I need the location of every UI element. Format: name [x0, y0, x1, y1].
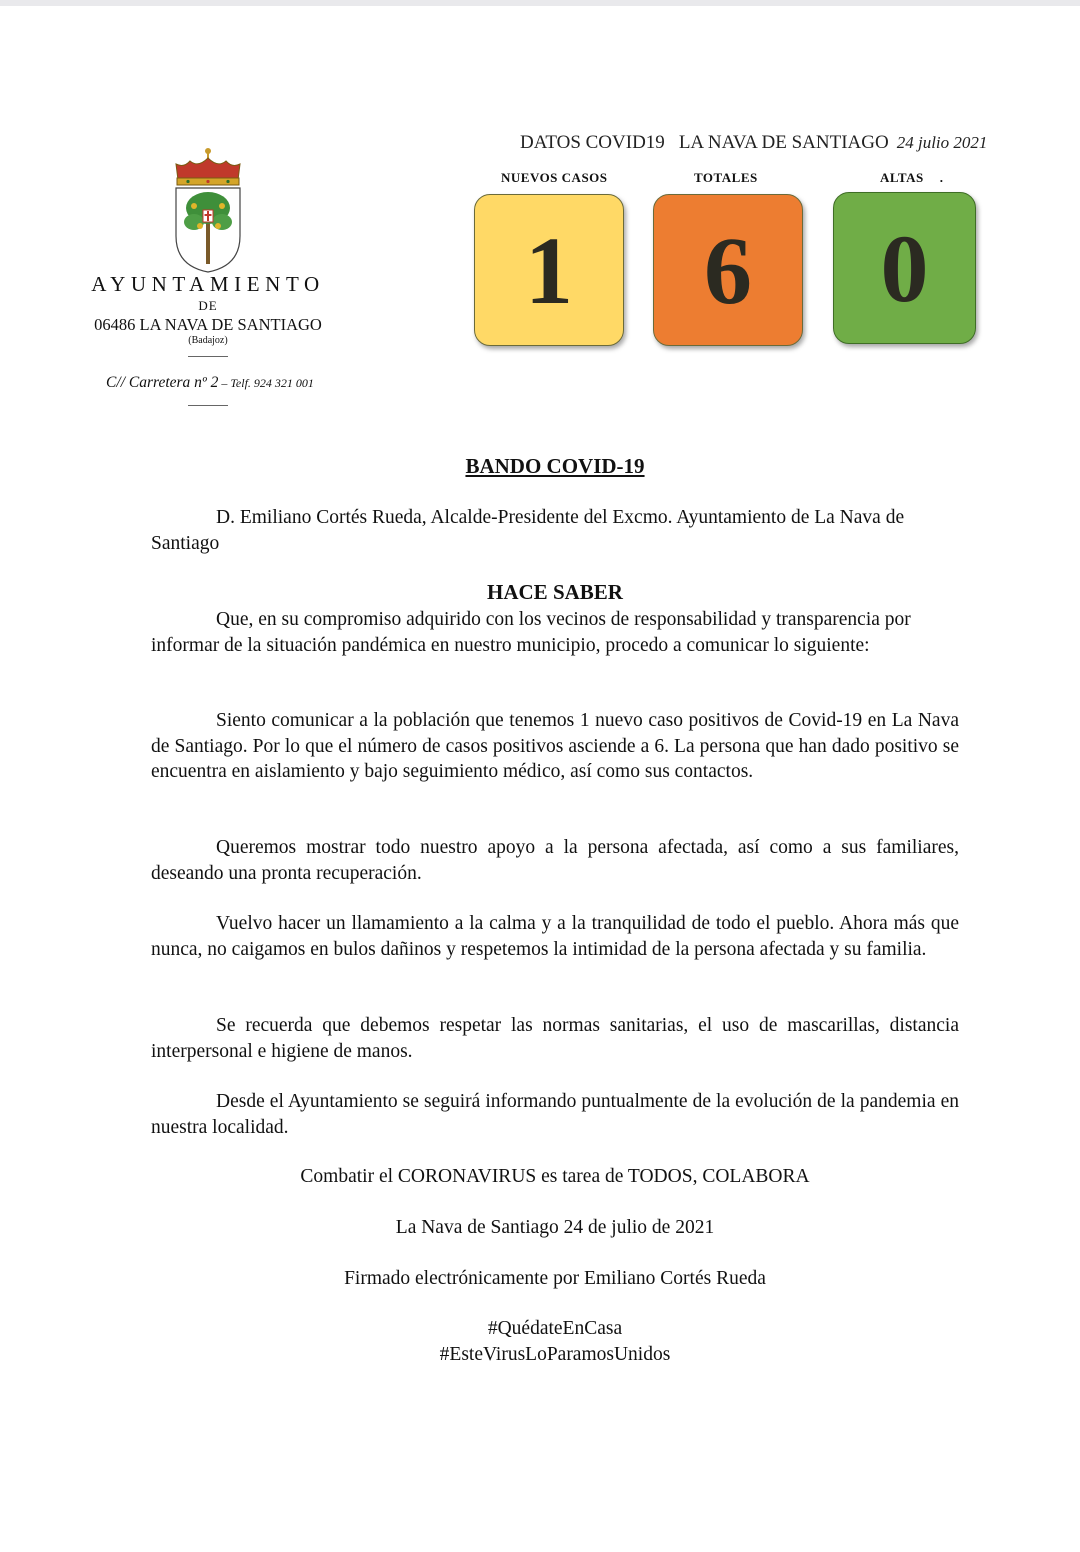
altas-value: 0: [880, 214, 929, 322]
stats-date: 24 julio 2021: [896, 133, 988, 152]
stats-title: [520, 132, 987, 154]
hashtag-1: #QuédateEnCasa: [487, 1318, 623, 1339]
town-name: 06486 LA NAVA DE SANTIAGO: [94, 315, 322, 334]
label-nuevos-casos: NUEVOS CASOS: [501, 170, 608, 185]
address: [60, 374, 360, 392]
intro-paragraph: D. Emiliano Cortés Rueda, Alcalde-Presidente del Excmo. Ayuntamiento de La Nava de Santiago: [151, 507, 905, 554]
paragraph-6: Desde el Ayuntamiento se seguirá informando puntualmente de la evolución de la pandemia en nuestra localidad.: [151, 1091, 959, 1138]
place-date: La Nava de Santiago 24 de julio de 2021: [395, 1217, 715, 1238]
nuevos-casos-value: 1: [525, 216, 573, 324]
divider: [188, 405, 228, 406]
label-totales: TOTALES: [694, 170, 758, 185]
address-phone: – Telf. 924 321 001: [218, 376, 314, 390]
slogan: Combatir el CORONAVIRUS es tarea de TODOS, COLABORA: [300, 1166, 810, 1187]
label-altas-text: ALTAS: [880, 170, 924, 185]
paragraph-5: Se recuerda que debemos respetar las normas sanitarias, el uso de mascarillas, distancia interpersonal e higiene de manos.: [151, 1015, 959, 1062]
stats-label-datos: DATOS COVID19: [520, 132, 665, 153]
paragraph-4: Vuelvo hacer un llamamiento a la calma y a la tranquilidad de todo el pueblo. Ahora más que nunca, no caigamos en bulos dañinos y respetemos la intimidad de la persona afectada y su familia.: [151, 913, 959, 960]
coat-of-arms-icon: [170, 146, 246, 274]
totales-value: 6: [704, 216, 752, 324]
stats-label-town: LA NAVA DE SANTIAGO: [678, 132, 889, 153]
bando-title: BANDO COVID-19: [465, 454, 645, 478]
paragraph-3: Queremos mostrar todo nuestro apoyo a la persona afectada, así como a sus familiares, deseando una pronta recuperación.: [151, 837, 959, 884]
totales-box: [653, 194, 803, 346]
nuevos-casos-box: [474, 194, 624, 346]
ayuntamiento-de: DE: [198, 298, 218, 313]
paragraph-2: Siento comunicar a la población que tenemos 1 nuevo caso positivos de Covid-19 en La Nava de Santiago. Por lo que el número de casos positivos asciende a 6. La persona que han dado positivo se encuentra en aislamiento y bajo seguimiento médico, así como sus contactos.: [151, 710, 959, 782]
hace-saber-heading: HACE SABER: [487, 580, 623, 604]
hashtag-2: #EsteVirusLoParamosUnidos: [439, 1344, 671, 1365]
province: (Badajoz): [188, 335, 228, 346]
divider: [188, 356, 228, 357]
label-altas: ALTAS .: [880, 170, 944, 185]
paragraph-1: Que, en su compromiso adquirido con los vecinos de responsabilidad y transparencia por informar de la situación pandémica en nuestro municipio, procedo a comunicar lo siguiente:: [151, 609, 911, 656]
address-street: C// Carretera nº 2: [106, 374, 219, 391]
ayuntamiento-title: AYUNTAMIENTO: [91, 272, 325, 296]
top-band: [0, 0, 1080, 6]
altas-box: [833, 192, 976, 344]
signature: Firmado electrónicamente por Emiliano Cortés Rueda: [344, 1268, 766, 1289]
